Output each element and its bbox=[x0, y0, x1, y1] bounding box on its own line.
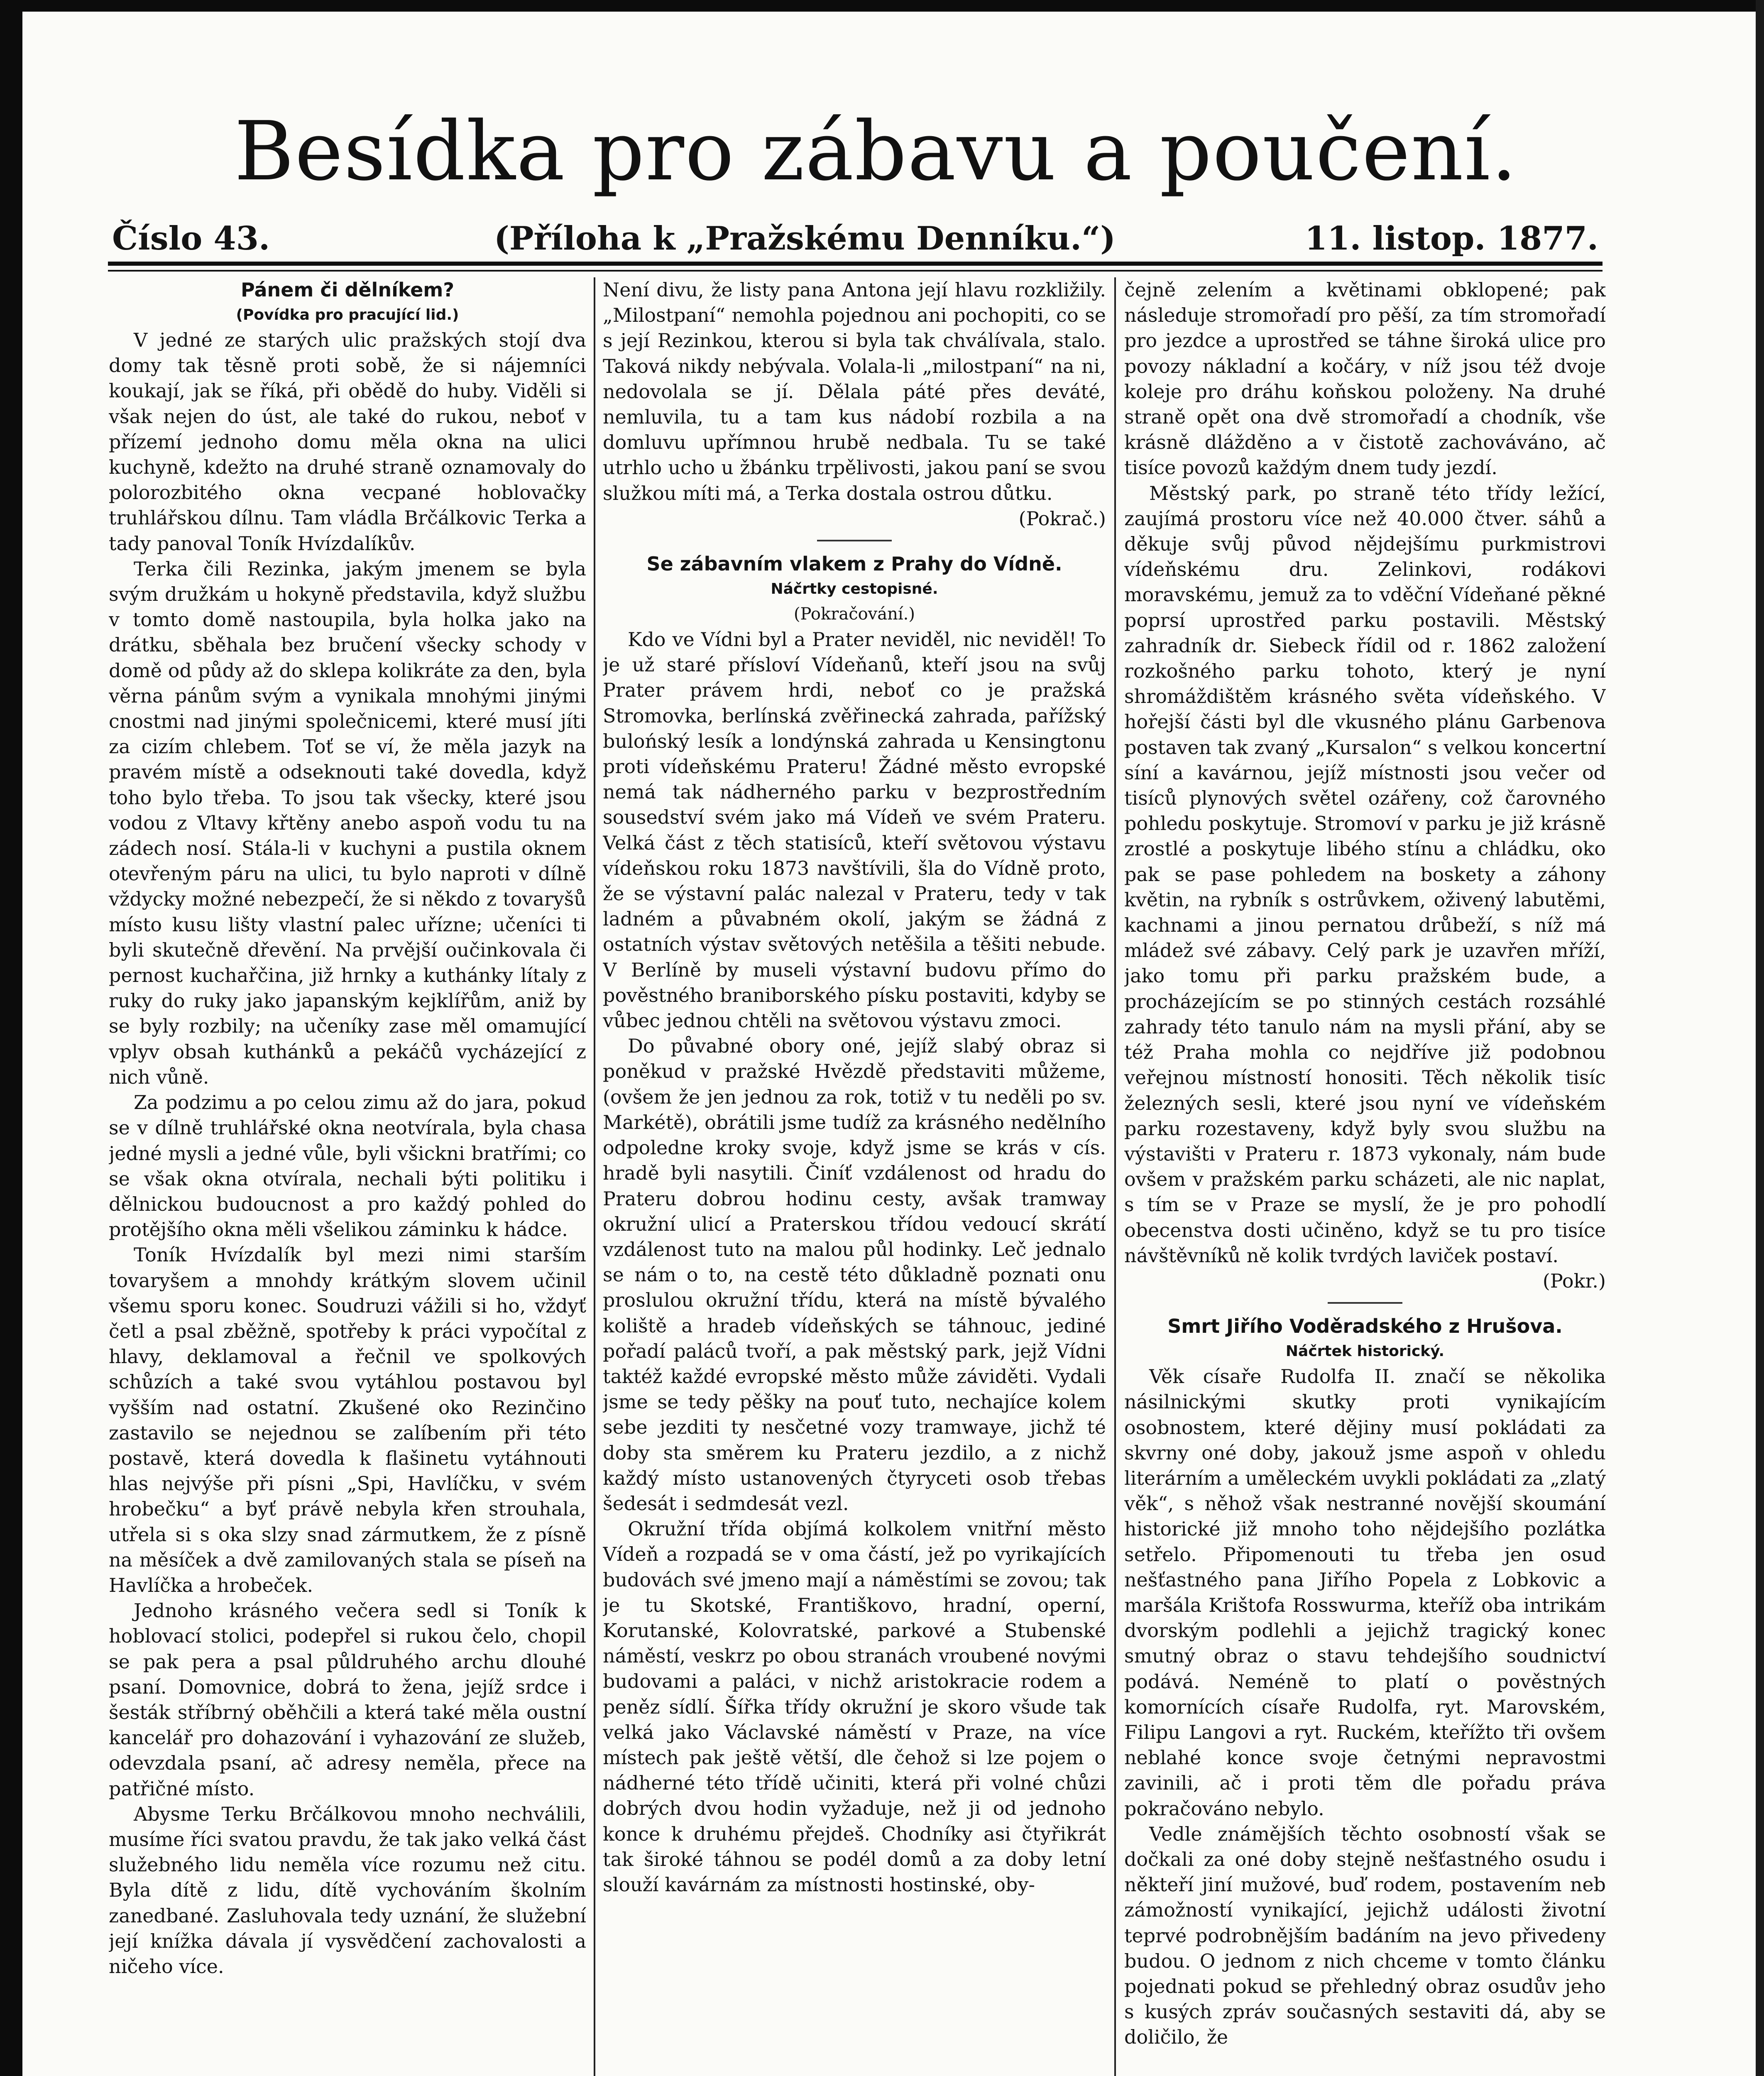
story-heading: Pánem či dělníkem? bbox=[240, 279, 455, 301]
continued-note: (Pokračování.) bbox=[794, 605, 915, 624]
paragraph: Terka čili Rezinka, jakým jmenem se byla svým družkám u hokyně představila, když službu v tomto domě nastoupila, byla holka jako na drátku, sběhala bez bručení všecky schody v domě od půdy až do sklepa kolikráte za den, byla věrna pánům svým a vynikala mnohými jinými cnostmi nad jinými společnicemi, které musí jíti za cizím chlebem. Toť se ví, že měla jazyk na pravém místě a odseknouti také dovedla, když toho bylo třeba. To jsou tak všecky, které jsou vodou z Vltavy křtěny anebo aspoň vodu tu na zádech nosí. Stála-li v kuchyni a pustila oknem otevřeným páru na ulici, tu bylo naproti v dílně vždycky možné nebezpečí, že si někdo z tovaryšů místo kusu lišty vlastní palec uřízne; učeníci ti byli skutečně dřevění. Na prvější oučinkovala či pernost kuchařčina, již hrnky a kuthánky lítaly z ruky do ruky jako japanským kejklířům, aniž by se byly rozbily; na učeníky zase měl omamující vplyv obsah kuthánků a pekáčů vycházející z nich vůně. bbox=[109, 557, 586, 1088]
paragraph: Věk císaře Rudolfa II. značí se několika násilnickými skutky proti vynikajícím osobnostem, které dějiny musí pokládati za skvrny oné doby, jakouž jsme aspoň v ohledu literárním a uměleckém uvykli pokládati za „zlatý věk“, s něhož však nestranné novější skoumání historické již mnoho toho nějdejšího pozlátka setřelo. Připomenouti tu třeba jen osud nešťastného pana Jiřího Popela z Lobkovic a maršála Krištofa Rosswurma, kteříž oba intrikám dvorským podlehli a jejichž tragický konec smutný obraz o stavu tehdejšího soudnictví podává. Neméně to platí o pověstných komornících císaře Rudolfa, ryt. Marovském, Filipu Langovi a ryt. Ruckém, kteřížto tři ovšem neblahé konce svoje četnými nepravostmi zavinili, ač i proti těm dle pořadu práva pokračováno nebylo. bbox=[1124, 1365, 1606, 1820]
issue-number: Číslo 43. bbox=[112, 220, 270, 257]
newspaper-title: Besídka pro zábavu a poučení. bbox=[234, 104, 1518, 199]
paragraph: Za podzimu a po celou zimu až do jara, pokud se v dílně truhlářské okna neotvírala, byla chasa jedné mysli a jedné vůle, byli všickni bratřími; co se však okna otvírala, nechali býti politiku i dělnickou budoucnost a pro každý pohled do protějšího okna měli všelikou záminku k hádce. bbox=[109, 1091, 586, 1241]
paragraph: Není divu, že listy pana Antona její hlavu rozkližily. „Milostpaní“ nemohla pojednou ani pochopiti, co se s její Rezinkou, kterou si byla tak chválívala, stalo. Taková nikdy nebývala. Volala-li „milostpaní“ na ni, nedovolala se jí. Dělala páté přes deváté, nemluvila, tu a tam kus nádobí rozbila a na domluvu upřímnou hrubě nedbala. Tu se také utrhlo ucho u žbánku trpělivosti, jakou paní se svou služkou míti má, a Terka dostala ostrou důtku. bbox=[603, 279, 1106, 504]
column-2 bbox=[603, 277, 1106, 2076]
story-subheading: (Povídka pro pracující lid.) bbox=[236, 306, 459, 323]
paragraph: Toník Hvízdalík byl mezi nimi starším tovaryšem a mnohdy krátkým slovem učinil všemu sporu konec. Soudruzi vážili si ho, vždyť četl a psal zběžně, spotřeby k práci vypočítal z hlavy, deklamoval a řečnil ve spolkových schůzích a také svou vytáhlou postavou byl vyšším nad ostatní. Zkušené oko Rezinčino zastavilo se nejednou se zalíbením při této postavě, která dovedla k flašinetu vytáhnouti hlas nejvýše při písni „Spi, Havlíčku, v svém hrobečku“ a byť právě nebyla křen strouhala, utřela si s oka slzy snad zármutkem, že z písně na měsíček a dvě zamilovaných stala se píseň na Havlíčka a hrobeček. bbox=[109, 1244, 586, 1596]
article-subheading: Náčrtek historický. bbox=[1285, 1343, 1445, 1360]
column-divider-2 bbox=[1114, 277, 1116, 2076]
paragraph: Jednoho krásného večera sedl si Toník k hoblovací stolici, podepřel si rukou čelo, chopil se pak pera a psal půldruhého archu dlouhé psaní. Domovnice, dobrá to žena, jejíž srdce i šesták stříbrný oběhčili a která také měla oustní kancelář pro dohazování i vyhazování ze služeb, odevzdala psaní, ač adresy neměla, přece na patřičné místo. bbox=[109, 1599, 586, 1800]
section-rule bbox=[1328, 1302, 1402, 1304]
issue-date: 11. listop. 1877. bbox=[1304, 220, 1598, 257]
header-rule-thick bbox=[108, 262, 1603, 266]
paragraph: Do půvabné obory oné, jejíž slabý obraz si poněkud v pražské Hvězdě představiti můžeme, (ovšem že jen jednou za rok, totiž v tu neděli po sv. Markétě), obrátili jsme tudíž za krásného nedělního odpoledne kroky svoje, když jsme se krás v cís. hradě byli nasytili. Činíť vzdálenost od hradu do Prateru dobrou hodinu cesty, avšak tramway okružní ulicí a Praterskou třídou vedoucí skrátí vzdálenost tuto na malou půl hodinky. Leč jednalo se nám o to, na cestě této důkladně poznati onu proslulou okružní třídu, která na místě bývalého koliště a hradeb vídeňských se táhnouc, jediné pořadí paláců tvoří, a pak městský park, jejž Vídni taktéž každé evropské město může záviděti. Vydali jsme se tedy pěšky na pouť tuto, nechajíce kolem sebe jezditi ty nesčetné vozy tramwaye, jichž té doby sta směrem ku Prateru jezdilo, a z nichž každý místo ustanovených čtyryceti osob třebas šedesát i sedmdesát vezl. bbox=[603, 1035, 1106, 1515]
scan-border-top bbox=[0, 0, 1764, 12]
header-rule-thin bbox=[108, 270, 1603, 272]
section-rule bbox=[817, 540, 892, 541]
column-3 bbox=[1124, 277, 1606, 2076]
paragraph: Abysme Terku Brčálkovou mnoho nechválili, musíme říci svatou pravdu, že tak jako velká část služebného lidu neměla více rozumu než citu. Byla dítě z lidu, dítě vychováním školním zanedbané. Zasluhovala tedy uznání, že služební její knížka dávala jí vysvědčení zachovalosti a ničeho více. bbox=[109, 1802, 586, 1978]
column-1 bbox=[109, 277, 586, 2076]
paragraph: Kdo ve Vídni byl a Prater neviděl, nic neviděl! To je už staré přísloví Vídeňanů, kteří jsou na svůj Prater právem hrdi, neboť co je pražská Stromovka, berlínská zvěřinecká zahrada, pařížský bulońský lesík a londýnská zahrada u Kensingtonu proti vídeňskému Prateru! Žádné město evropské nemá tak nádherného parku v bezprostředním sousedství svém jako má Vídeň ve svém Prateru. Velká část z těch statisíců, kteří světovou výstavu vídeňskou roku 1873 navštívili, šla do Vídně proto, že se výstavní palác nalezal v Prateru, tedy v tak ladném a půvabném okolí, jakým se žádná z ostatních výstav světových netěšila a těšiti nebude. V Berlíně by museli výstavní budovu přímo do pověstného braniborského písku postaviti, kdyby se vůbec jednou chtěli na světovou výstavu zmoci. bbox=[603, 628, 1106, 1032]
scan-border-left bbox=[0, 0, 22, 2076]
paragraph: Městský park, po straně této třídy ležící, zaujímá prostoru více než 40.000 čtver. sáhů a děkuje svůj původ nějdejšímu purkmistrovi vídeňskému dru. Zelinkovi, rodákovi moravskému, jemuž za to vděční Vídeňané pěkné poprsí uprostřed parku postavili. Městský zahradník dr. Siebeck řídil od r. 1862 založení rozkošného parku tohoto, který je nyní shromáždištěm krásného světa vídeňského. V hořejší části byl dle vkusného plánu Garbenova postaven tak zvaný „Kursalon“ s velkou koncertní síní a kavárnou, jejíž místnosti jsou večer od tisíců plynových světel ozářeny, což čarovného pohledu poskytuje. Stromoví v parku je již krásně zrostlé a poskytuje libého stínu a chládku, oko pak se pase pohledem na bosketу a záhony květin, na rybník s ostrůvkem, oživený labutěmi, kachnami a jinou pernatou drůbeží, s níž má mládež své zábavy. Celý park je uzavřen mříží, jako tomu při parku pražském bude, a procházejícím se po stinných cestách rozsáhlé zahrady této tanulo nám na mysli přání, aby se též Praha mohla co nejdříve již podobnou veřejnou místností honositi. Těch několik tisíc železných sesli, které jsou nyní ve vídeňském parku rozestaveny, když byly svou službu na výstavišti v Prateru r. 1873 vykonaly, nám bude ovšem v pražském parku scházeti, ale nic naplat, s tím se v Praze se myslí, že je pro pohodlí obecenstva dosti učiněno, když se tu pro tisíce návštěvníků ně kolik tvrdých laviček postaví. bbox=[1124, 482, 1606, 1267]
column-divider-1 bbox=[594, 277, 595, 2076]
scan-border-right bbox=[1756, 0, 1764, 2076]
article-subheading: Náčrtky cestopisné. bbox=[771, 580, 938, 598]
continuation-mark: (Pokrač.) bbox=[1018, 507, 1106, 530]
masthead bbox=[108, 104, 1644, 199]
paragraph: Okružní třída objímá kolkolem vnitřní město Vídeň a rozpadá se v oma částí, jež po vyrikajících budovách své jmeno mají a náměstími se zovou; tak je tu Skotské, Františkovo, hradní, operní, Korutanské, Kolovratské, parkové a Stubenské náměstí, veskrz po obou stranách vroubené novými budovami a paláci, v nichž aristokracie rodem a peněz sídlí. Šířka třídy okružní je skoro všude tak velká jako Václavské náměstí v Praze, na více místech pak ještě větší, dle čehož si lze pojem o nádherné této třídě učiniti, která při volné chůzi dobrých dvou hodin vyžaduje, než ji od jednoho konce k druhému přejdeš. Chodníky asi čtyřikrát tak široké táhnou se podél domů a za doby letní slouží kavárnám za místnosti hostinské, oby- bbox=[603, 1518, 1106, 1896]
issue-line bbox=[112, 216, 1598, 262]
paragraph: Vedle známějších těchto osobností však se dočkali za oné doby stejně nešťastného osudu i někteří jiní mužové, buď rodem, postavením neb zámožností vynikající, jejichž události životní teprvé podrobnějším badáním na jevo přivedeny budou. O jednom z nich chceme v tomto článku pojednati pokud se přehledný obraz osudův jeho s kusých zpráv současných sestaviti dá, aby se doličilo, že bbox=[1124, 1822, 1606, 2049]
paragraph: V jedné ze starých ulic pražských stojí dva domy tak těsně proti sobě, že si nájemníci koukají, jak se říká, při obědě do huby. Viděli si však nejen do úst, ale také do rukou, neboť v přízemí jednoho domu měla okna na ulici kuchyně, kdežto na druhé straně oznamovaly do polorozbitého okna vecpané hoblovačky truhlářskou dílnu. Tam vládla Brčálkovic Terka a tady panoval Toník Hvízdalíkův. bbox=[109, 329, 586, 555]
article-heading: Smrt Jiřího Voděradského z Hrušova. bbox=[1167, 1315, 1563, 1338]
paragraph: čejně zelením a květinami obklopené; pak následuje stromořadí pro pěší, za tím stromořadí pro jezdce a uprostřed se táhne široká ulice pro povozy nákladní a kočáry, v níž jsou též dvoje koleje pro dráhu koňskou položeny. Na druhé straně opět ona dvě stromořadí a chodník, vše krásně dlážděno a v čistotě zachováváno, ač tisíce povozů každým dnem tudy jezdí. bbox=[1124, 279, 1606, 479]
continuation-mark: (Pokr.) bbox=[1542, 1269, 1606, 1292]
article-heading: Se zábavním vlakem z Prahy do Vídně. bbox=[646, 553, 1062, 575]
supplement-note: (Příloha k „Pražskému Denníku.“) bbox=[494, 220, 1116, 257]
